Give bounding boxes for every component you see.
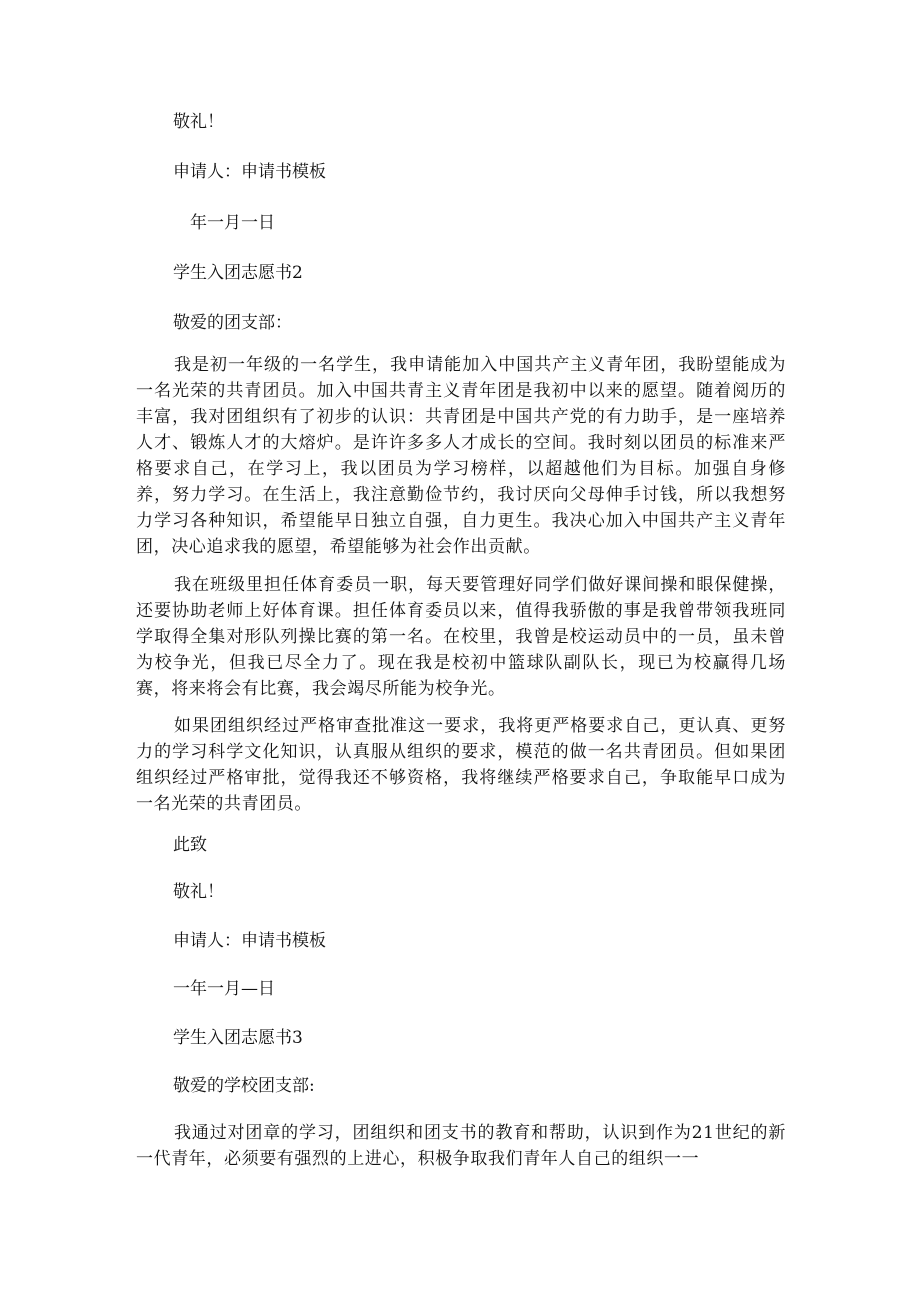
body-paragraph: 我是初一年级的一名学生，我申请能加入中国共产主义青年团，我盼望能成为一名光荣的共青团员。加入中国共青主义青年团是我初中以来的愿望。随着阅历的丰富，我对团组织有了初步的认识：共青团是中国共产党的有力助手，是一座培养人才、锻炼人才的大熔炉。是许许多多人才成长的空间。我时刻以团员的标准来严格要求自己，在学习上，我以团员为学习榜样，以超越他们为目标。加强自身修养，努力学习。在生活上，我注意勤俭节约，我讨厌向父母伸手讨钱，所以我想努力学习各种知识，希望能早日独立自强，自力更生。我决心加入中国共产主义青年团，决心追求我的愿望，希望能够为社会作出贡献。 bbox=[136, 355, 786, 557]
greeting-line: 敬礼！ bbox=[173, 112, 224, 132]
body-paragraph: 如果团组织经过严格审查批准这一要求，我将更严格要求自己，更认真、更努力的学习科学文化知识，认真服从组织的要求，模范的做一名共青团员。但如果团组织经过严格审批，觉得我还不够资格，我将继续严格要求自己，争取能早口成为一名光荣的共青团员。 bbox=[136, 716, 786, 814]
closing-line: 此致 bbox=[173, 835, 207, 855]
applicant-line: 申请人：申请书模板 bbox=[173, 162, 326, 182]
body-paragraph: 我在班级里担任体育委员一职，每天要管理好同学们做好课间操和眼保健操，还要协助老师上好体育课。担任体育委员以来，值得我骄傲的事是我曾带领我班同学取得全集对形队列操比赛的第一名。在校里，我曾是校运动员中的一员，虽未曾为校争光，但我已尽全力了。现在我是校初中篮球队副队长，现已为校赢得几场赛，将来将会有比赛，我会竭尽所能为校争光。 bbox=[136, 575, 786, 699]
date-line: 年一月一日 bbox=[190, 213, 275, 233]
body-paragraph: 我通过对团章的学习，团组织和团支书的教育和帮助，认识到作为21世纪的新一代青年，必须要有强烈的上进心，积极争取我们青年人自己的组织一一 bbox=[136, 1123, 786, 1169]
section-title: 学生入团志愿书3 bbox=[173, 1028, 303, 1048]
applicant-line: 申请人：申请书模板 bbox=[173, 931, 326, 951]
greeting-line: 敬礼！ bbox=[173, 882, 224, 902]
date-line: 一年一月—日 bbox=[173, 979, 275, 999]
salutation-line: 敬爱的团支部： bbox=[173, 313, 292, 333]
salutation-line: 敬爱的学校团支部: bbox=[173, 1076, 315, 1096]
section-title: 学生入团志愿书2 bbox=[173, 263, 303, 283]
